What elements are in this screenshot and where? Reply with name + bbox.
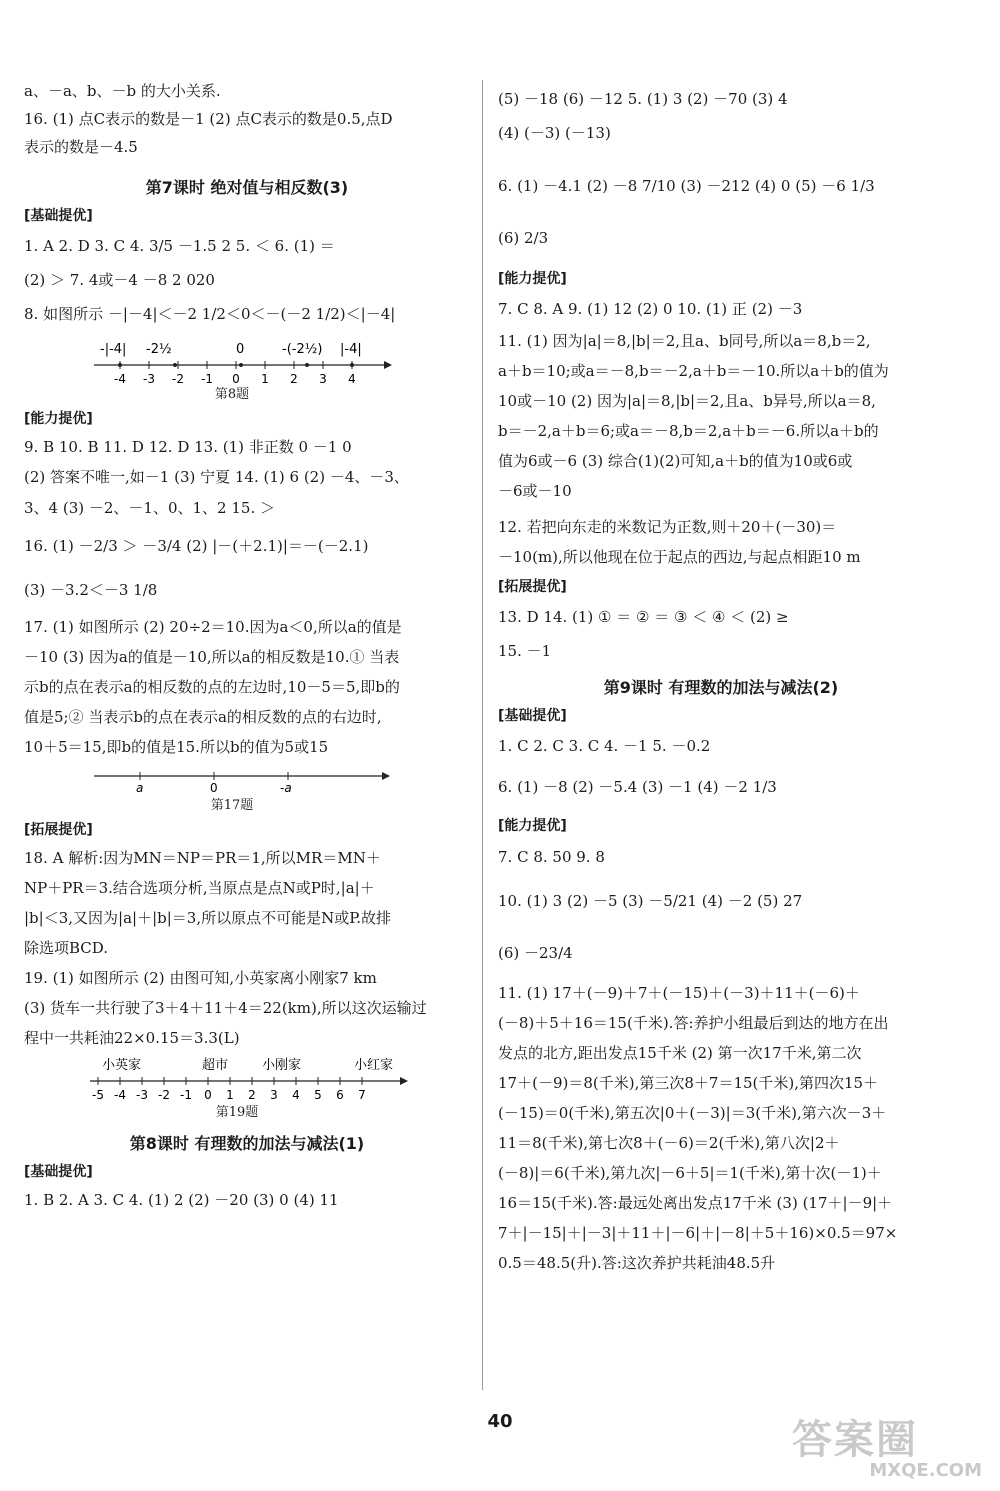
section-heading-lesson-8: 第8课时 有理数的加法与减法(1): [129, 1134, 365, 1154]
number-line-label: |-4|: [340, 341, 362, 357]
number-line-figure-19: [90, 1053, 490, 1111]
answer-line: 9. B 10. B 11. D 12. D 13. (1) 非正数 0 －1 0: [24, 438, 352, 457]
answer-line: 除选项BCD.: [24, 939, 109, 958]
page-number: 40: [487, 1411, 513, 1432]
answer-line: 16. (1) －2/3 ＞ －3/4 (2) |－(＋2.1)|＝－(－2.1): [24, 537, 369, 556]
answer-line: 1. C 2. C 3. C 4. －1 5. －0.2: [498, 737, 711, 756]
subsection-label: [拓展提优]: [498, 579, 567, 596]
number-line-label: 小刚家: [262, 1058, 302, 1074]
number-line-tick-label: 0: [204, 1088, 212, 1103]
subsection-label: [拓展提优]: [24, 821, 93, 838]
number-line-label: 0: [210, 781, 218, 796]
answer-line: (4) (－3) (－13): [498, 124, 611, 142]
answer-line: 表示的数是－4.5: [24, 138, 138, 156]
answer-line: 15. －1: [498, 642, 552, 661]
answer-line: 11. (1) 因为|a|＝8,|b|＝2,且a、b同号,所以a＝8,b＝2,: [498, 332, 871, 351]
answer-line: (－8)＋5＋16＝15(千米).答:养护小组最后到达的地方在出: [498, 1013, 889, 1032]
number-line-tick-label: 2: [290, 371, 298, 386]
answer-line: 12. 若把向东走的米数记为正数,则＋20＋(－30)＝: [498, 518, 837, 537]
number-line-figure-8: [94, 331, 474, 391]
section-heading-lesson-7: 第7课时 绝对值与相反数(3): [145, 178, 349, 197]
answer-line: －6或－10: [498, 482, 572, 501]
subsection-label: [能力提优]: [498, 271, 567, 287]
column-divider: [482, 80, 483, 1390]
answer-line: 7. C 8. 50 9. 8: [498, 847, 605, 866]
number-line-label: 小红家: [354, 1058, 394, 1074]
point-marker: [239, 363, 243, 367]
subsection-label: [基础提优]: [24, 207, 93, 224]
answer-line: －10 (3) 因为a的值是－10,所以a的相反数是10.① 当表: [24, 648, 400, 667]
subsection-label: [能力提优]: [498, 818, 567, 835]
number-line-tick-label: -4: [114, 1088, 126, 1103]
answer-line: －10(m),所以他现在位于起点的西边,与起点相距10 m: [498, 548, 861, 567]
answer-line: 7＋|－15|＋|－3|＋11＋|－6|＋|－8|＋5＋16)×0.5＝97×: [498, 1223, 898, 1242]
answer-line: a＋b＝10;或a＝－8,b＝－2,a＋b＝－10.所以a＋b的值为: [498, 362, 889, 381]
number-line-tick-label: 1: [261, 371, 269, 386]
answer-line: 值是5;② 当表示b的点在表示a的相反数的点的右边时,: [24, 708, 382, 727]
number-line-tick-label: -4: [114, 371, 126, 386]
answer-line: 10或－10 (2) 因为|a|＝8,|b|＝2,且a、b异号,所以a＝8,: [498, 392, 876, 411]
number-line-tick-label: -5: [92, 1088, 104, 1103]
section-heading-lesson-9: 第9课时 有理数的加法与减法(2): [603, 678, 839, 698]
number-line-tick-label: 7: [358, 1088, 366, 1103]
number-line-tick-label: -3: [143, 371, 155, 386]
answer-line: (5) －18 (6) －12 5. (1) 3 (2) －70 (3) 4: [498, 90, 788, 108]
number-line-label: -a: [280, 781, 292, 796]
number-line-label: -|-4|: [100, 341, 127, 357]
answer-line: 11＝8(千米),第七次8＋(－6)＝2(千米),第八次|2＋: [498, 1133, 840, 1152]
number-line-tick-label: 5: [314, 1088, 322, 1103]
answer-line: 11. (1) 17＋(－9)＋7＋(－15)＋(－3)＋11＋(－6)＋: [498, 983, 860, 1002]
answer-line: 18. A 解析:因为MN＝NP＝PR＝1,所以MR＝MN＋: [24, 849, 381, 868]
number-line-tick-label: 4: [292, 1088, 300, 1103]
answer-line: a、－a、b、－b 的大小关系.: [24, 82, 221, 100]
number-line-tick-label: 0: [232, 371, 240, 386]
number-line-tick-label: -1: [201, 371, 213, 386]
answer-line: 发点的北方,距出发点15千米 (2) 第一次17千米,第二次: [498, 1043, 862, 1062]
number-line-tick-label: -3: [136, 1088, 148, 1103]
answer-line: 程中一共耗油22×0.15＝3.3(L): [24, 1029, 240, 1048]
number-line-label: 0: [236, 341, 245, 357]
number-line-label: -2½: [146, 341, 172, 357]
answer-line: (6) 2/3: [498, 229, 549, 247]
answer-line: 16＝15(千米).答:最远处离出发点17千米 (3) (17＋|－9|＋: [498, 1193, 893, 1212]
figure-caption: 第8题: [214, 386, 250, 402]
answer-line: 示b的点在表示a的相反数的点的左边时,10－5＝5,即b的: [24, 678, 400, 697]
answer-line: NP＋PR＝3.结合选项分析,当原点是点N或P时,|a|＋: [24, 879, 375, 898]
number-line-figure-17: [94, 762, 474, 798]
number-line-tick-label: 2: [248, 1088, 256, 1103]
watermark-logo: [792, 1418, 982, 1482]
subsection-label: [基础提优]: [24, 1163, 93, 1180]
number-line-tick-label: -2: [172, 371, 184, 386]
number-line-label: 小英家: [102, 1058, 142, 1074]
subsection-label: [基础提优]: [498, 708, 567, 725]
answer-line: 13. D 14. (1) ① ＝ ② ＝ ③ ＜ ④ ＜ (2) ≥: [498, 608, 789, 627]
answer-line: 19. (1) 如图所示 (2) 由图可知,小英家离小刚家7 km: [24, 969, 377, 988]
number-line-label: a: [136, 781, 144, 796]
number-line-tick-label: 3: [270, 1088, 278, 1103]
answer-line: 1. B 2. A 3. C 4. (1) 2 (2) －20 (3) 0 (4) 11: [24, 1191, 339, 1210]
answer-line: 6. (1) －4.1 (2) －8 7/10 (3) －212 (4) 0 (5) －6 1/3: [498, 177, 875, 195]
answer-line: (3) 货车一共行驶了3＋4＋11＋4＝22(km),所以这次运输过: [24, 999, 427, 1018]
answer-line: (2) 答案不唯一,如－1 (3) 宁夏 14. (1) 6 (2) －4、－3、: [24, 468, 409, 487]
answer-line: 1. A 2. D 3. C 4. 3/5 －1.5 2 5. ＜ 6. (1) ＝: [24, 236, 335, 255]
watermark-text: 答案圈: [792, 1417, 918, 1463]
answer-line: (－15)＝0(千米),第五次|0＋(－3)|＝3(千米),第六次－3＋: [498, 1103, 887, 1122]
number-line-tick-label: 3: [319, 371, 327, 386]
answer-line: 6. (1) －8 (2) －5.4 (3) －1 (4) －2 1/3: [498, 778, 777, 797]
left-column: [24, 82, 470, 1215]
answer-line: 17＋(－9)＝8(千米),第三次8＋7＝15(千米),第四次15＋: [498, 1073, 879, 1092]
answer-line: 17. (1) 如图所示 (2) 20÷2＝10.因为a＜0,所以a的值是: [24, 618, 402, 637]
figure-caption: 第17题: [210, 798, 254, 814]
answer-line: 3、4 (3) －2、－1、0、1、2 15. ＞: [24, 499, 275, 518]
answer-line: 16. (1) 点C表示的数是－1 (2) 点C表示的数是0.5,点D: [24, 110, 393, 128]
number-line-label: -(-2½): [282, 341, 323, 357]
answer-line: 8. 如图所示 －|－4|＜－2 1/2＜0＜－(－2 1/2)＜|－4|: [24, 304, 396, 323]
answer-line: (3) －3.2＜－3 1/8: [24, 581, 158, 600]
point-marker: [173, 363, 177, 367]
answer-line: 10＋5＝15,即b的值是15.所以b的值为5或15: [24, 738, 329, 757]
answer-line: (6) －23/4: [498, 943, 573, 962]
answer-line: (2) ＞ 7. 4或－4 －8 2 020: [24, 270, 215, 289]
answer-line: (－8)|＝6(千米),第九次|－6＋5|＝1(千米),第十次(－1)＋: [498, 1163, 882, 1182]
subsection-label: [能力提优]: [24, 410, 93, 427]
number-line-tick-label: 6: [336, 1088, 344, 1103]
number-line-label: 超市: [202, 1058, 229, 1074]
answer-line: 10. (1) 3 (2) －5 (3) －5/21 (4) －2 (5) 27: [498, 891, 803, 910]
right-column: [498, 82, 944, 1278]
answer-line: 7. C 8. A 9. (1) 12 (2) 0 10. (1) 正 (2) －3: [498, 300, 803, 319]
number-line-tick-label: 1: [226, 1088, 234, 1103]
figure-caption: 第19题: [215, 1105, 259, 1121]
answer-line: |b|＜3,又因为|a|＋|b|＝3,所以原点不可能是N或P.故排: [24, 909, 392, 928]
number-line-tick-label: -2: [158, 1088, 170, 1103]
answer-line: 0.5＝48.5(升).答:这次养护共耗油48.5升: [498, 1253, 776, 1272]
number-line-tick-label: -1: [180, 1088, 192, 1103]
number-line-tick-label: 4: [348, 371, 356, 386]
point-marker: [305, 363, 309, 367]
answer-line: 值为6或－6 (3) 综合(1)(2)可知,a＋b的值为10或6或: [498, 452, 853, 471]
watermark-url: MXQE.COM: [869, 1460, 982, 1481]
answer-line: b＝－2,a＋b＝6;或a＝－8,b＝2,a＋b＝－6.所以a＋b的: [498, 422, 879, 441]
point-marker: [118, 363, 122, 367]
point-marker: [350, 363, 354, 367]
